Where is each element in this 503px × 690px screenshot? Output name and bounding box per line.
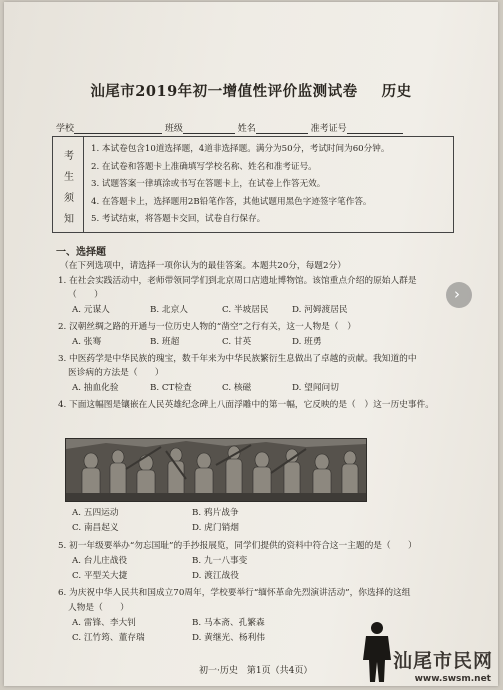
notice-label-char: 须	[64, 193, 74, 204]
question-3-line-2: 医诊病的方法是（ ）	[68, 368, 164, 378]
question-2-option-d: D. 班勇	[292, 337, 322, 347]
notice-item: 1. 本试卷包含10道选择题，4道非选择题。满分为50分，考试时间为60分钟。	[91, 144, 390, 154]
number-label: 准考证号	[310, 124, 347, 134]
next-page-button[interactable]	[446, 282, 472, 308]
school-blank	[74, 124, 162, 134]
question-6-option-b: B. 马本斋、孔繁森	[192, 618, 265, 628]
question-3-option-a: A. 抽血化验	[72, 383, 119, 393]
question-1-option-b: B. 北京人	[150, 305, 188, 315]
notice-item: 3. 试题答案一律填涂或书写在答题卡上，在试卷上作答无效。	[91, 179, 326, 189]
section-heading: 一、选择题	[56, 247, 106, 258]
notice-label-char: 生	[64, 172, 74, 183]
question-2-option-a: A. 张骞	[72, 337, 102, 347]
section-instruction: （在下列选项中，请选择一项你认为的最佳答案。本题共20分，每题2分）	[60, 261, 346, 271]
number-blank	[347, 124, 403, 134]
question-3-option-b: B. CT检查	[150, 383, 192, 393]
question-1-line-2: （ ）	[68, 290, 103, 300]
relief-figures	[66, 439, 366, 501]
name-blank	[256, 124, 308, 134]
relief-image	[65, 438, 367, 502]
watermark-url: www.swsm.net	[414, 674, 491, 684]
chevron-right-icon: ›	[454, 285, 460, 303]
question-4-line-1: 4. 下面这幅图是镶嵌在人民英雄纪念碑上八面浮雕中的第一幅，它反映的是（ ）这一历史事件。	[58, 400, 434, 410]
question-5-option-b: B. 九一八事变	[192, 556, 248, 566]
question-5-option-d: D. 渡江战役	[192, 571, 239, 581]
class-label: 班级	[164, 124, 183, 134]
exam-subject: 历史	[381, 83, 412, 100]
question-6-option-c: C. 江竹筠、董存瑞	[72, 633, 145, 643]
notice-list	[91, 141, 451, 229]
class-blank	[183, 124, 235, 134]
notice-box	[52, 136, 454, 233]
notice-label-char: 知	[64, 214, 74, 225]
person-silhouette-icon	[360, 620, 394, 684]
notice-item: 5. 考试结束，将答题卡交回，试卷自行保存。	[91, 214, 266, 224]
watermark-text: 汕尾市民网	[392, 650, 493, 672]
exam-title	[4, 80, 498, 101]
question-6-line-2: 人物是（ ）	[68, 603, 129, 613]
question-5-line-1: 5. 初一年级要举办“勿忘国耻”的手抄报展览，同学们提供的资料中符合这一主题的是（ ）	[58, 541, 417, 551]
exam-title-text: 汕尾市2019年初一增值性评价监测试卷	[90, 83, 358, 100]
question-3-option-d: D. 望闻问切	[292, 383, 339, 393]
student-info-line	[56, 121, 476, 134]
question-6-option-d: D. 黄继光、杨利伟	[192, 633, 265, 643]
question-3-option-c: C. 核磁	[222, 383, 252, 393]
question-5-option-a: A. 台儿庄战役	[72, 556, 128, 566]
notice-item: 4. 在答题卡上，选择题用2B铅笔作答，其他试题用黑色字迹签字笔作答。	[91, 196, 372, 207]
question-4-option-d: D. 虎门销烟	[192, 523, 239, 533]
notice-item: 2. 在试卷和答题卡上准确填写学校名称、姓名和准考证号。	[91, 161, 317, 172]
page-footer: 初一·历史 第1页（共4页）	[199, 666, 313, 676]
question-1-option-c: C. 半坡居民	[222, 305, 269, 315]
question-3-line-1: 3. 中医药学是中华民族的瑰宝，数千年来为中华民族繁衍生息做出了卓越的贡献。我知道的中	[58, 354, 417, 364]
question-1-option-a: A. 元谋人	[72, 305, 110, 315]
question-4-option-c: C. 南昌起义	[72, 523, 119, 533]
question-6-option-a: A. 雷锋、李大钊	[72, 618, 136, 628]
question-1-option-d: D. 河姆渡居民	[292, 305, 348, 315]
question-2-line-1: 2. 汉朝丝绸之路的开通与一位历史人物的“凿空”之行有关，这一人物是（ ）	[58, 322, 356, 332]
name-label: 姓名	[237, 124, 256, 134]
question-2-option-b: B. 班超	[150, 337, 180, 347]
exam-paper	[4, 2, 498, 686]
question-5-option-c: C. 平型关大捷	[72, 571, 128, 581]
question-1-line-1: 1. 在社会实践活动中，老师带领同学们到北京周口店遗址博物馆。该馆重点介绍的原始人群是	[58, 276, 417, 286]
question-4-option-b: B. 鸦片战争	[192, 508, 239, 518]
school-label: 学校	[56, 124, 75, 134]
notice-label	[53, 137, 84, 232]
notice-label-char: 考	[64, 151, 74, 162]
question-2-option-c: C. 甘英	[222, 337, 252, 347]
question-6-line-1: 6. 为庆祝中华人民共和国成立70周年，学校要举行“缅怀革命先烈演讲活动”，你选择的这组	[58, 588, 411, 598]
question-4-option-a: A. 五四运动	[72, 508, 119, 518]
